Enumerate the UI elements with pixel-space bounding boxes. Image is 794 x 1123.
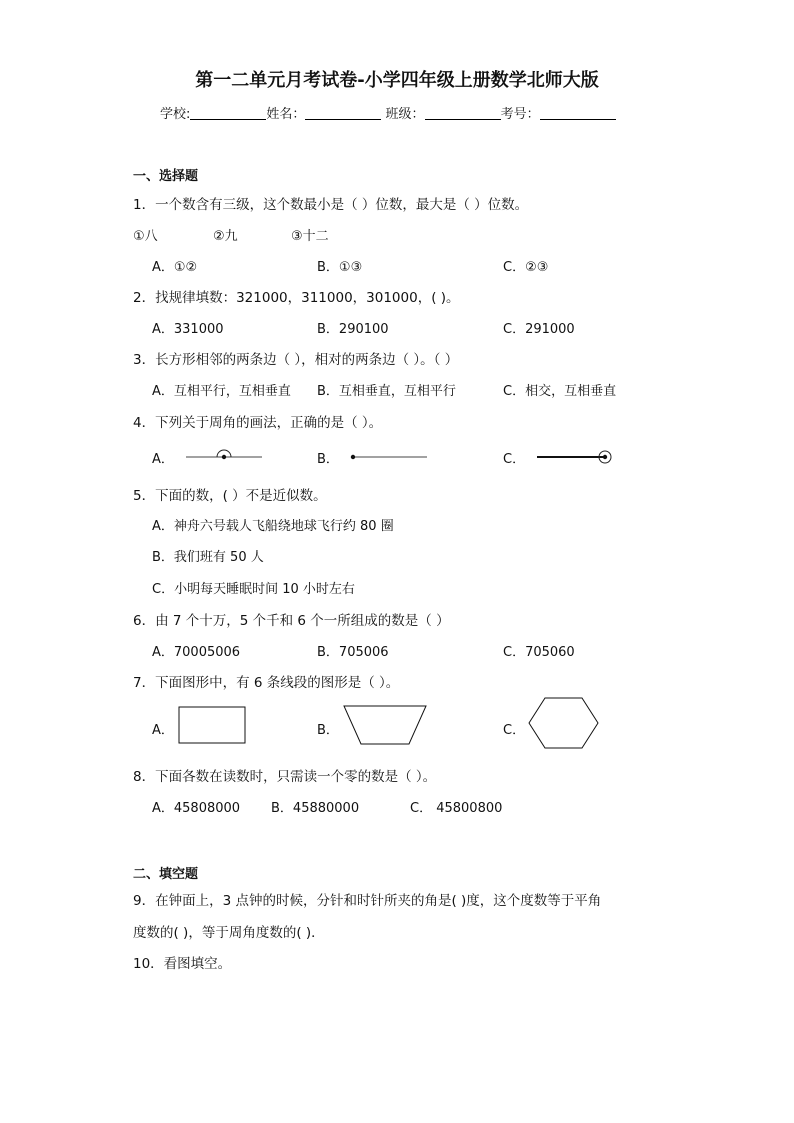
page-title: 第一二单元月考试卷-小学四年级上册数学北师大版 xyxy=(195,70,599,91)
question-2-stem: 2．找规律填数：321000，311000，301000，( )。 xyxy=(133,290,460,306)
q7-figure-trapezoid xyxy=(343,705,429,747)
class-blank[interactable] xyxy=(425,105,501,120)
question-9-line-2: 度数的( )，等于周角度数的( )． xyxy=(133,925,325,941)
q5-option-b[interactable]: B．我们班有 50 人 xyxy=(152,550,264,565)
question-3-stem: 3．长方形相邻的两条边（ ），相对的两条边（ ）。（ ） xyxy=(133,352,459,368)
q2-option-b[interactable]: B．290100 xyxy=(317,322,389,337)
q7-figure-rectangle xyxy=(178,706,248,746)
question-9-line-1: 9．在钟面上，3 点钟的时候，分针和时针所夹的角是( )度，这个度数等于平角 xyxy=(133,893,602,909)
school-label: 学校: xyxy=(160,107,191,122)
q7-option-b[interactable]: B． xyxy=(317,723,339,738)
q3-option-c[interactable]: C．相交，互相垂直 xyxy=(503,384,617,399)
q4-option-b[interactable]: B． xyxy=(317,452,339,467)
q1-item-2: ②九 xyxy=(213,229,238,244)
q4-option-c[interactable]: C． xyxy=(503,452,526,467)
q5-option-c[interactable]: C．小明每天睡眠时间 10 小时左右 xyxy=(152,582,355,597)
q6-option-b[interactable]: B．705006 xyxy=(317,645,389,660)
question-4-stem: 4．下列关于周角的画法，正确的是（ ）。 xyxy=(133,415,383,431)
q4-figure-a-angle xyxy=(186,446,262,468)
q2-option-c[interactable]: C．291000 xyxy=(503,322,575,337)
school-blank[interactable] xyxy=(190,105,266,120)
name-label: 姓名： xyxy=(266,107,306,122)
q2-option-a[interactable]: A．331000 xyxy=(152,322,224,337)
class-label: 班级： xyxy=(385,107,425,122)
q8-option-c[interactable]: C． 45800800 xyxy=(410,801,503,816)
q7-figure-hexagon xyxy=(528,697,600,751)
question-8-stem: 8．下面各数在读数时，只需读一个零的数是（ ）。 xyxy=(133,769,437,785)
q4-figure-c-angle xyxy=(537,446,615,468)
q7-option-c[interactable]: C． xyxy=(503,723,526,738)
q1-item-1: ①八 xyxy=(133,229,158,244)
student-info-line xyxy=(160,103,616,122)
q1-option-b[interactable]: B．①③ xyxy=(317,260,363,275)
section-heading-fill-blank: 二、填空题 xyxy=(133,867,199,882)
q8-option-b[interactable]: B．45880000 xyxy=(271,801,360,816)
q1-option-c[interactable]: C．②③ xyxy=(503,260,549,275)
q4-option-a[interactable]: A． xyxy=(152,452,174,467)
question-7-stem: 7．下面图形中，有 6 条线段的图形是（ ）。 xyxy=(133,675,400,691)
q1-item-3: ③十二 xyxy=(291,229,329,244)
question-6-stem: 6．由 7 个十万，5 个千和 6 个一所组成的数是（ ） xyxy=(133,613,450,629)
q6-option-a[interactable]: A．70005006 xyxy=(152,645,241,660)
q4-figure-b-angle xyxy=(349,446,429,468)
question-10-stem: 10．看图填空。 xyxy=(133,956,232,972)
q8-option-a[interactable]: A．45808000 xyxy=(152,801,241,816)
exam-no-blank[interactable] xyxy=(540,105,616,120)
name-blank[interactable] xyxy=(305,105,381,120)
q6-option-c[interactable]: C．705060 xyxy=(503,645,575,660)
q3-option-a[interactable]: A．互相平行，互相垂直 xyxy=(152,384,291,399)
q7-option-a[interactable]: A． xyxy=(152,723,174,738)
q5-option-a[interactable]: A．神舟六号载人飞船绕地球飞行约 80 圈 xyxy=(152,519,394,534)
section-heading-choice: 一、选择题 xyxy=(133,169,199,184)
question-1-stem: 1．一个数含有三级，这个数最小是（ ）位数，最大是（ ）位数。 xyxy=(133,197,529,213)
question-5-stem: 5．下面的数，( ）不是近似数。 xyxy=(133,488,327,504)
q3-option-b[interactable]: B．互相垂直，互相平行 xyxy=(317,384,456,399)
exam-no-label: 考号： xyxy=(500,107,540,122)
q1-option-a[interactable]: A．①② xyxy=(152,260,198,275)
